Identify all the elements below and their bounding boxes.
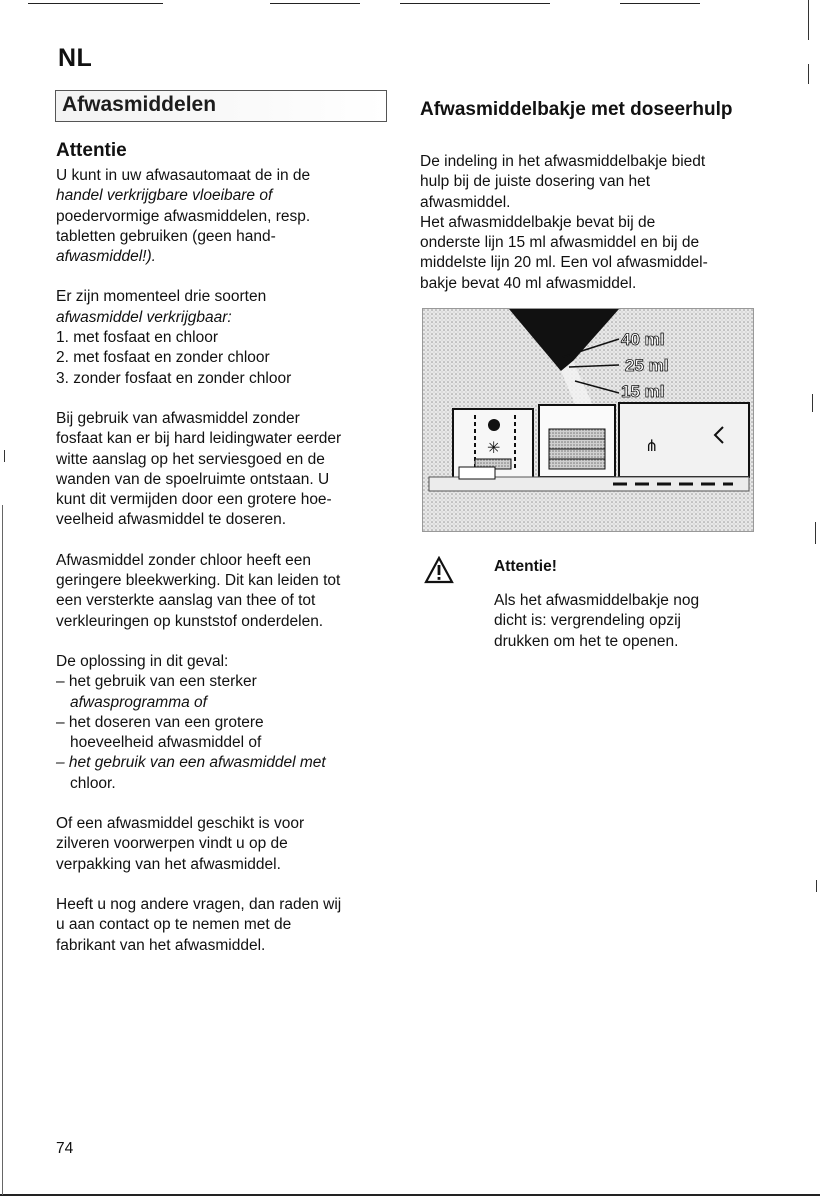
- text-line: afwasmiddel.: [420, 193, 511, 211]
- list-item: 1. met fosfaat en chloor: [56, 329, 218, 347]
- list-item: – het gebruik van een sterker: [56, 673, 257, 691]
- text-line: fosfaat kan er bij hard leidingwater eerder: [56, 430, 342, 448]
- label-25ml: 25 ml: [625, 356, 669, 375]
- page-number: 74: [56, 1140, 74, 1157]
- paragraph-types-intro: [56, 287, 386, 328]
- bottom-rule: [0, 1194, 820, 1196]
- text-line: Heeft u nog andere vragen, dan raden wij: [56, 895, 342, 913]
- paragraph-phosphate: [56, 409, 386, 531]
- text-line: Of een afwasmiddel geschikt is voor: [56, 815, 305, 833]
- text-line: handel verkrijgbare vloeibare of: [56, 187, 273, 205]
- text-line: afwasmiddel verkrijgbaar:: [56, 308, 232, 326]
- top-rule: [400, 3, 550, 4]
- right-column: [420, 152, 765, 294]
- list-item-continuation: hoeveelheid afwasmiddel of: [70, 734, 262, 752]
- rinse-aid-compartment: [619, 403, 749, 477]
- right-heading: Afwasmiddelbakje met doseerhulp: [420, 99, 733, 120]
- list-item: – het doseren van een grotere: [56, 713, 264, 731]
- svg-text:✳: ✳: [487, 438, 501, 457]
- warning-triangle-icon: [424, 556, 454, 584]
- language-label: NL: [58, 44, 93, 72]
- warning-text: [494, 591, 754, 652]
- top-rule: [28, 3, 163, 4]
- detergent-dispenser-illustration: [422, 308, 754, 532]
- text-line: onderste lijn 15 ml afwasmiddel en bij de: [420, 234, 700, 252]
- section-title-bar: [55, 90, 387, 122]
- paragraph-dosing-amounts: [420, 213, 765, 294]
- top-rule: [270, 3, 360, 4]
- paragraph-silver: [56, 814, 386, 875]
- text-line: u aan contact op te nemen met de: [56, 916, 292, 934]
- text-line: fabrikant van het afwasmiddel.: [56, 936, 266, 954]
- warning-heading: Attentie!: [494, 558, 557, 575]
- label-15ml: 15 ml: [621, 382, 665, 401]
- section-title: Afwasmiddelen: [62, 93, 217, 116]
- top-rule: [620, 3, 700, 4]
- dispenser-drawing: [423, 309, 754, 532]
- paragraph-contact: [56, 895, 386, 956]
- text-line: Er zijn momenteel drie soorten: [56, 288, 267, 306]
- text-line: bakje bevat 40 ml afwasmiddel.: [420, 274, 637, 292]
- list-item: 3. zonder fosfaat en zonder chloor: [56, 369, 292, 387]
- svg-text:⋔: ⋔: [645, 436, 659, 455]
- scan-edge-mark: [808, 0, 809, 40]
- paragraph-chlorine: [56, 551, 386, 632]
- text-line: dicht is: vergrendeling opzij: [494, 612, 681, 630]
- scan-edge-mark: [4, 450, 5, 462]
- text-line: hulp bij de juiste dosering van het: [420, 173, 651, 191]
- scan-edge-mark: [815, 522, 816, 544]
- text-line: verkleuringen op kunststof onderdelen.: [56, 612, 324, 630]
- text-line: U kunt in uw afwasautomaat de in de: [56, 167, 311, 184]
- text-line: Bij gebruik van afwasmiddel zonder: [56, 409, 300, 427]
- solution-list: [56, 672, 386, 794]
- text-line: tabletten gebruiken (geen hand-: [56, 227, 276, 245]
- paragraph-solution-intro: De oplossing in dit geval:: [56, 652, 229, 670]
- text-line: poedervormige afwasmiddelen, resp.: [56, 207, 311, 225]
- list-item-continuation: chloor.: [70, 774, 116, 792]
- text-line: verpakking van het afwasmiddel.: [56, 855, 281, 873]
- text-line: De indeling in het afwasmiddelbakje biedt: [420, 153, 706, 170]
- text-line: Afwasmiddel zonder chloor heeft een: [56, 551, 312, 569]
- text-line: afwasmiddel!).: [56, 248, 156, 266]
- text-line: veelheid afwasmiddel te doseren.: [56, 511, 287, 529]
- scan-edge-mark: [816, 880, 817, 892]
- text-line: een versterkte aanslag van thee of tot: [56, 592, 316, 610]
- text-line: zilveren voorwerpen vindt u op de: [56, 835, 288, 853]
- paragraph-usage: [56, 166, 386, 267]
- detergent-type-list: [56, 328, 386, 389]
- list-item-continuation: afwasprogramma of: [70, 693, 207, 711]
- text-line: wanden van de spoelruimte ontstaan. U: [56, 470, 330, 488]
- scan-edge-mark: [2, 505, 3, 1195]
- text-line: drukken om het te openen.: [494, 632, 679, 650]
- text-line: kunt dit vermijden door een grotere hoe-: [56, 491, 332, 509]
- scan-edge-mark: [808, 64, 809, 84]
- label-40ml: 40 ml: [621, 330, 665, 349]
- text-line: geringere bleekwerking. Dit kan leiden tot: [56, 572, 341, 590]
- text-line: Als het afwasmiddelbakje nog: [494, 592, 700, 609]
- left-heading: Attentie: [56, 140, 127, 161]
- text-line: witte aanslag op het serviesgoed en de: [56, 450, 325, 468]
- list-item: 2. met fosfaat en zonder chloor: [56, 349, 270, 367]
- list-item: – het gebruik van een afwasmiddel met: [56, 754, 326, 772]
- left-column: [56, 166, 386, 956]
- paragraph-dosing-help: [420, 152, 765, 213]
- text-line: Het afwasmiddelbakje bevat bij de: [420, 213, 656, 231]
- text-line: middelste lijn 20 ml. Een vol afwasmiddel-: [420, 254, 708, 272]
- scan-edge-mark: [812, 394, 813, 412]
